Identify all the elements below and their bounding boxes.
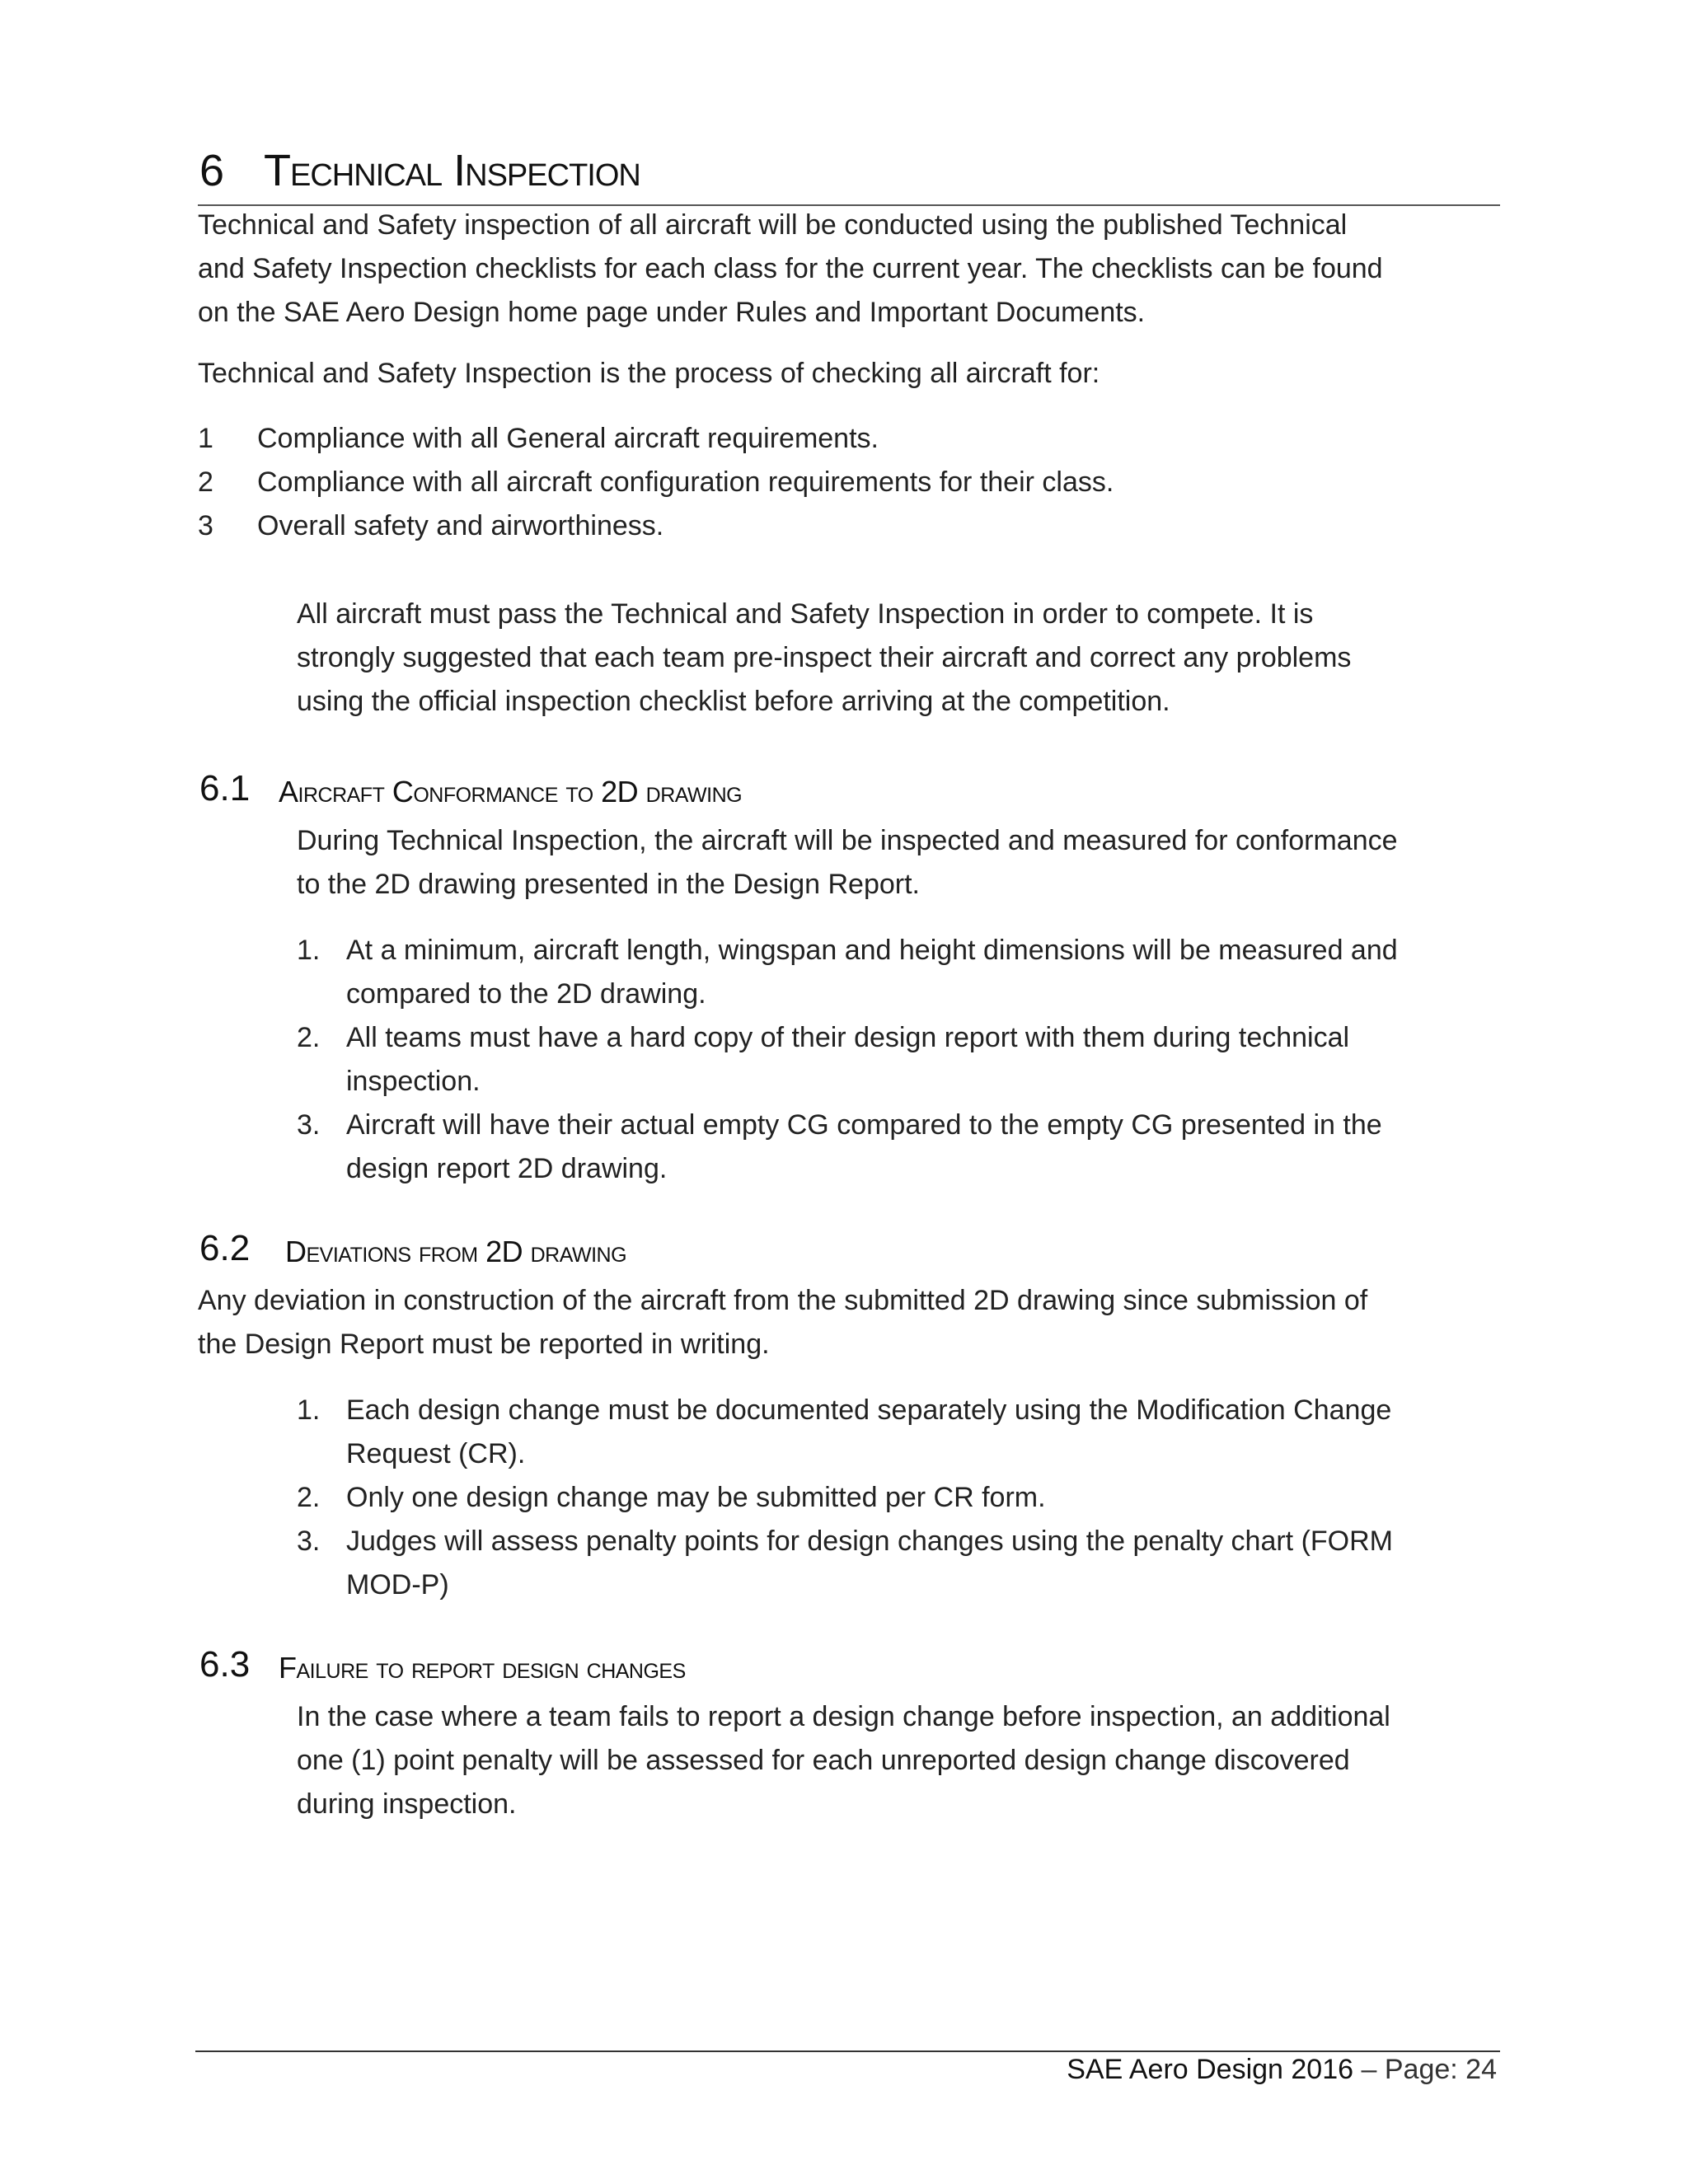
list-number: 3 — [198, 510, 213, 541]
subsection-intro — [297, 819, 1398, 907]
page-number: Page: 24 — [1384, 2054, 1497, 2085]
text-line: and Safety Inspection checklists for each class for the current year. The checklists can be found — [198, 253, 1383, 284]
design-change-list — [297, 1389, 1500, 1607]
list-text: Overall safety and airworthiness. — [257, 510, 664, 541]
text-line: one (1) point penalty will be assessed for each unreported design change discovered — [297, 1745, 1350, 1776]
section-title: Technical Inspection — [264, 146, 640, 195]
list-number: 1. — [297, 1394, 321, 1426]
list-text-line: design report 2D drawing. — [346, 1153, 668, 1184]
list-text: Compliance with all General aircraft requirements. — [257, 423, 879, 454]
text-line: using the official inspection checklist before arriving at the competition. — [297, 686, 1170, 717]
list-item — [297, 929, 1500, 1016]
list-number: 2 — [198, 466, 213, 498]
list-text-line: Judges will assess penalty points for design changes using the penalty chart (FORM — [346, 1526, 1393, 1557]
subsection-heading-6-3 — [198, 1644, 1500, 1694]
list-text-line: Each design change must be documented separately using the Modification Change — [346, 1394, 1392, 1426]
text-line: All aircraft must pass the Technical and Safety Inspection in order to compete. It is — [297, 598, 1314, 630]
list-item — [198, 461, 1500, 504]
list-item — [198, 417, 1500, 461]
text-line: Any deviation in construction of the aircraft from the submitted 2D drawing since submission of — [198, 1285, 1368, 1316]
pass-note — [297, 593, 1351, 724]
list-number: 2. — [297, 1482, 321, 1513]
process-intro: Technical and Safety Inspection is the process of checking all aircraft for: — [198, 358, 1100, 389]
list-number: 1 — [198, 423, 213, 454]
inspection-checks-list — [198, 417, 1500, 548]
subsection-intro — [198, 1279, 1367, 1366]
text-line: to the 2D drawing presented in the Design Report. — [297, 869, 921, 900]
list-number: 1. — [297, 935, 321, 966]
text-line: the Design Report must be reported in writing. — [198, 1329, 770, 1360]
footer-separator: – — [1361, 2054, 1377, 2085]
footer-divider — [195, 2050, 1500, 2052]
list-item — [297, 1520, 1500, 1607]
subsection-title: Failure to report design changes — [279, 1651, 686, 1685]
text-line: Technical and Safety inspection of all aircraft will be conducted using the published Technical — [198, 209, 1348, 241]
list-number: 3. — [297, 1526, 321, 1557]
list-text: Compliance with all aircraft configuration requirements for their class. — [257, 466, 1114, 498]
list-text-line: All teams must have a hard copy of their design report with them during technical — [346, 1022, 1350, 1053]
subsection-body — [297, 1695, 1390, 1826]
subsection-title: Deviations from 2D drawing — [285, 1235, 627, 1268]
list-text-line: inspection. — [346, 1066, 481, 1097]
text-line: In the case where a team fails to report a design change before inspection, an additional — [297, 1701, 1390, 1732]
text-line: during inspection. — [297, 1788, 517, 1820]
subsection-title: Aircraft Conformance to 2D drawing — [279, 775, 743, 808]
subsection-number: 6.1 — [199, 768, 251, 808]
section-number: 6 — [199, 146, 225, 195]
subsection-heading-6-1 — [198, 768, 1500, 818]
list-number: 2. — [297, 1022, 321, 1053]
list-number: 3. — [297, 1109, 321, 1141]
list-item — [297, 1016, 1500, 1104]
list-text-line: Aircraft will have their actual empty CG compared to the empty CG presented in the — [346, 1109, 1382, 1141]
conformance-list — [297, 929, 1500, 1191]
text-line: strongly suggested that each team pre-inspect their aircraft and correct any problems — [297, 642, 1352, 673]
page-footer — [1067, 2054, 1497, 2086]
section-heading — [198, 140, 1500, 206]
list-text-line: Request (CR). — [346, 1438, 526, 1469]
section-intro — [198, 204, 1383, 335]
list-item — [297, 1389, 1500, 1476]
subsection-number: 6.3 — [199, 1644, 251, 1685]
text-line: on the SAE Aero Design home page under Rules and Important Documents. — [198, 297, 1146, 328]
list-text-line: At a minimum, aircraft length, wingspan and height dimensions will be measured and — [346, 935, 1398, 966]
list-text-line: MOD-P) — [346, 1569, 449, 1601]
list-item — [297, 1476, 1500, 1520]
subsection-heading-6-2 — [198, 1228, 1500, 1277]
footer-doc-title: SAE Aero Design 2016 — [1067, 2054, 1354, 2085]
list-text-line: compared to the 2D drawing. — [346, 978, 706, 1010]
list-item — [297, 1104, 1500, 1191]
list-item — [198, 504, 1500, 548]
list-text-line: Only one design change may be submitted per CR form. — [346, 1482, 1046, 1513]
text-line: During Technical Inspection, the aircraft will be inspected and measured for conformance — [297, 825, 1398, 856]
subsection-number: 6.2 — [199, 1228, 251, 1268]
